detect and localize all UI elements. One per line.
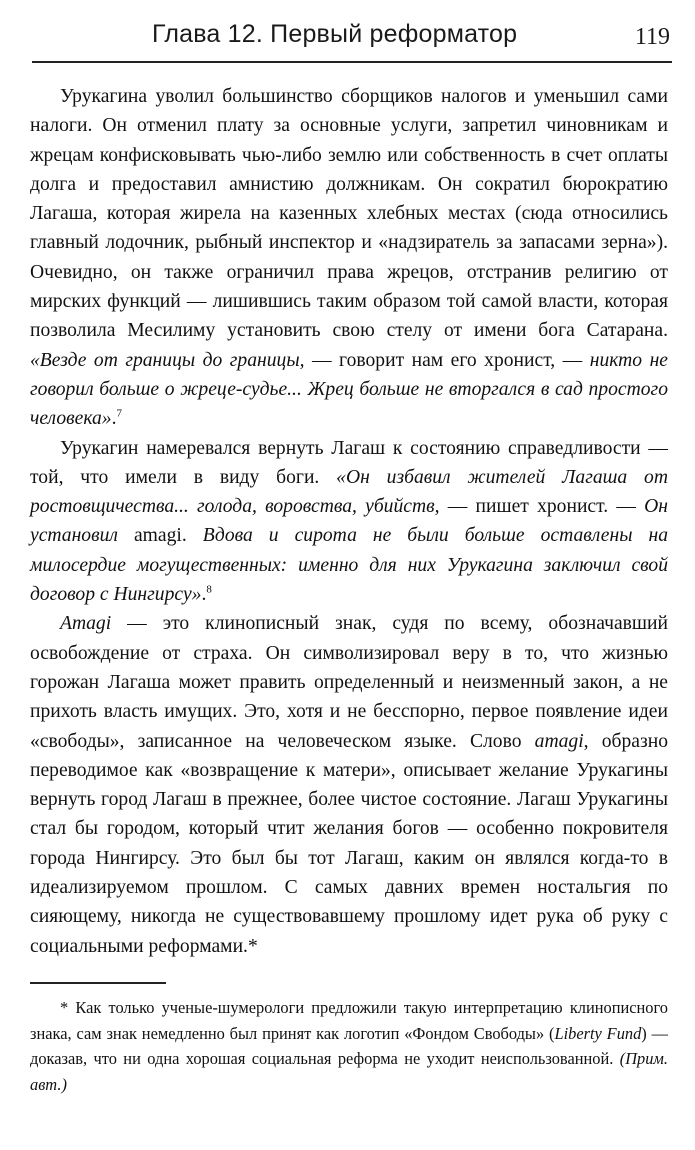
- text-run: * Как только ученые-шумерологи предложили такую интерпретацию клинописного знака, сам знак немедленно был принят как логотип «Фондом Свободы» (: [30, 998, 668, 1043]
- footnote-reference: 7: [116, 407, 123, 420]
- chapter-title: Глава 12. Первый реформатор: [152, 20, 518, 48]
- italic-text: «Он избавил жителей Лагаша от ростовщичества... голода, воровства, убийств,: [30, 466, 668, 518]
- text-run: — пишет хронист. —: [439, 496, 645, 518]
- paragraph: [30, 434, 668, 610]
- text-run: ) — доказав, что ни одна хорошая социальная реформа не уходит неиспользованной.: [30, 1023, 668, 1068]
- text-run: .: [201, 584, 207, 606]
- italic-text: Amagi: [60, 613, 112, 635]
- text-run: Урукагина уволил большинство сборщиков налогов и уменьшил сами налоги. Он отменил плату за основные услуги, запретил чиновникам и жрецам конфисковывать чью-либо землю или собственность в счет оплаты долга и предоставил амнистию должникам. Он сократил бюрократию Лагаша, которая жирела на казенных хлебных местах (сюда относились главный лодочник, рыбный инспектор и «надзиратель за запасами зерна»). Очевидно, он также ограничил права жрецов, отстранив религию от мирских функций — лишившись таким образом той самой власти, которая позволила Месилиму установить свою стелу от имени бога Сатарана.: [30, 86, 668, 342]
- main-text: [30, 82, 668, 961]
- text-run: Урукагин намеревался вернуть Лагаш к состоянию справедливости — той, что имели в виду боги.: [30, 437, 668, 488]
- italic-text: Liberty Fund: [554, 1023, 642, 1043]
- running-header: [32, 18, 672, 64]
- paragraph: [30, 609, 668, 961]
- text-run: amagi.: [117, 525, 203, 547]
- italic-text: «Везде от границы до границы,: [30, 349, 305, 371]
- italic-text: amagi: [534, 730, 584, 752]
- footnote-text: [30, 995, 668, 1097]
- footnote: [30, 995, 668, 1097]
- paragraph: [30, 82, 668, 434]
- italic-text: Вдова и сирота не были больше оставлены на милосердие могущественных: именно для них Урукагина заключил свой договор с Нингирсу»: [30, 525, 668, 606]
- text-run: — говорит нам его хронист, —: [304, 349, 590, 371]
- footnote-reference: 8: [206, 583, 212, 596]
- italic-text: Он установил: [30, 496, 668, 547]
- italic-text: (Прим. авт.): [30, 1049, 668, 1094]
- text-run: — это клинописный знак, судя по всему, обозначавший освобождение от страха. Он символизировал веру в то, что жизнью горожан Лагаша может править определенный и неизменный закон, а не прихоть власть имущих. Это, хотя и не бесспорно, первое появление идеи «свободы», записанное на человеческом языке. Слово: [30, 613, 668, 752]
- header-rule: [32, 61, 672, 63]
- italic-text: никто не говорил больше о жреце-судье... Жрец больше не вторгался в сад простого человека»: [30, 349, 668, 430]
- text-run: , образно переводимое как «возвращение к матери», описывает желание Урукагины вернуть город Лагаш в прежнее, более чистое состояние. Лагаш Урукагины стал бы городом, который чтит желания богов — особенно покровителя города Нингирсу. Это был бы тот Лагаш, каким он являлся когда-то в идеализируемом прошлом. С самых давних времен ностальгия по сияющему, никогда не существовавшему прошлому идет рука об руку с социальными реформами.*: [30, 730, 668, 957]
- page-number: 119: [634, 24, 670, 50]
- text-run: .: [111, 408, 117, 430]
- footnote-rule: [30, 982, 166, 984]
